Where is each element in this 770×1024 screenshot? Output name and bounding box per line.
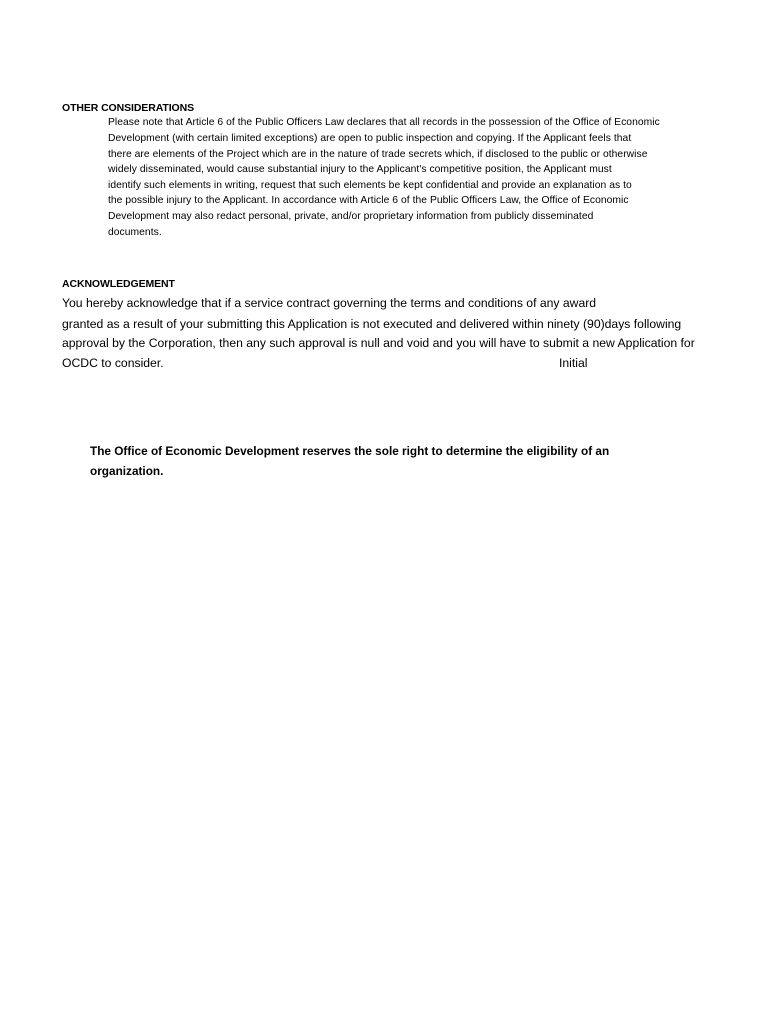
acknowledgement-line-4: OCDC to consider. bbox=[62, 356, 164, 370]
other-considerations-line-3: there are elements of the Project which are in the nature of trade secrets which, if disclosed to the public or otherwise bbox=[108, 149, 648, 160]
other-considerations-line-8: documents. bbox=[108, 227, 162, 238]
other-considerations-line-1: Please note that Article 6 of the Public Officers Law declares that all records in the possession of the Office of Economic bbox=[108, 117, 660, 128]
other-considerations-heading: OTHER CONSIDERATIONS bbox=[62, 102, 194, 114]
other-considerations-line-5: identify such elements in writing, request that such elements be kept confidential and provide an explanation as to bbox=[108, 180, 632, 191]
acknowledgement-line-2: granted as a result of your submitting this Application is not executed and delivered within ninety (90)days following bbox=[62, 317, 682, 331]
other-considerations-line-4: widely disseminated, would cause substantial injury to the Applicant's competitive position, the Applicant must bbox=[108, 164, 612, 175]
other-considerations-line-6: the possible injury to the Applicant. In accordance with Article 6 of the Public Officers Law, the Office of Economic bbox=[108, 195, 629, 206]
initial-label: Initial bbox=[559, 356, 588, 370]
acknowledgement-line-1: You hereby acknowledge that if a service contract governing the terms and conditions of any award bbox=[62, 296, 597, 310]
other-considerations-line-2: Development (with certain limited exceptions) are open to public inspection and copying. If the Applicant feels that bbox=[108, 133, 632, 144]
eligibility-notice-line-2: organization. bbox=[90, 464, 164, 478]
other-considerations-line-7: Development may also redact personal, private, and/or proprietary information from publicly disseminated bbox=[108, 211, 594, 222]
acknowledgement-line-3: approval by the Corporation, then any such approval is null and void and you will have to submit a new Application for bbox=[62, 336, 695, 350]
eligibility-notice-line-1: The Office of Economic Development reserves the sole right to determine the eligibility of an bbox=[90, 444, 610, 458]
acknowledgement-heading: ACKNOWLEDGEMENT bbox=[62, 278, 175, 290]
